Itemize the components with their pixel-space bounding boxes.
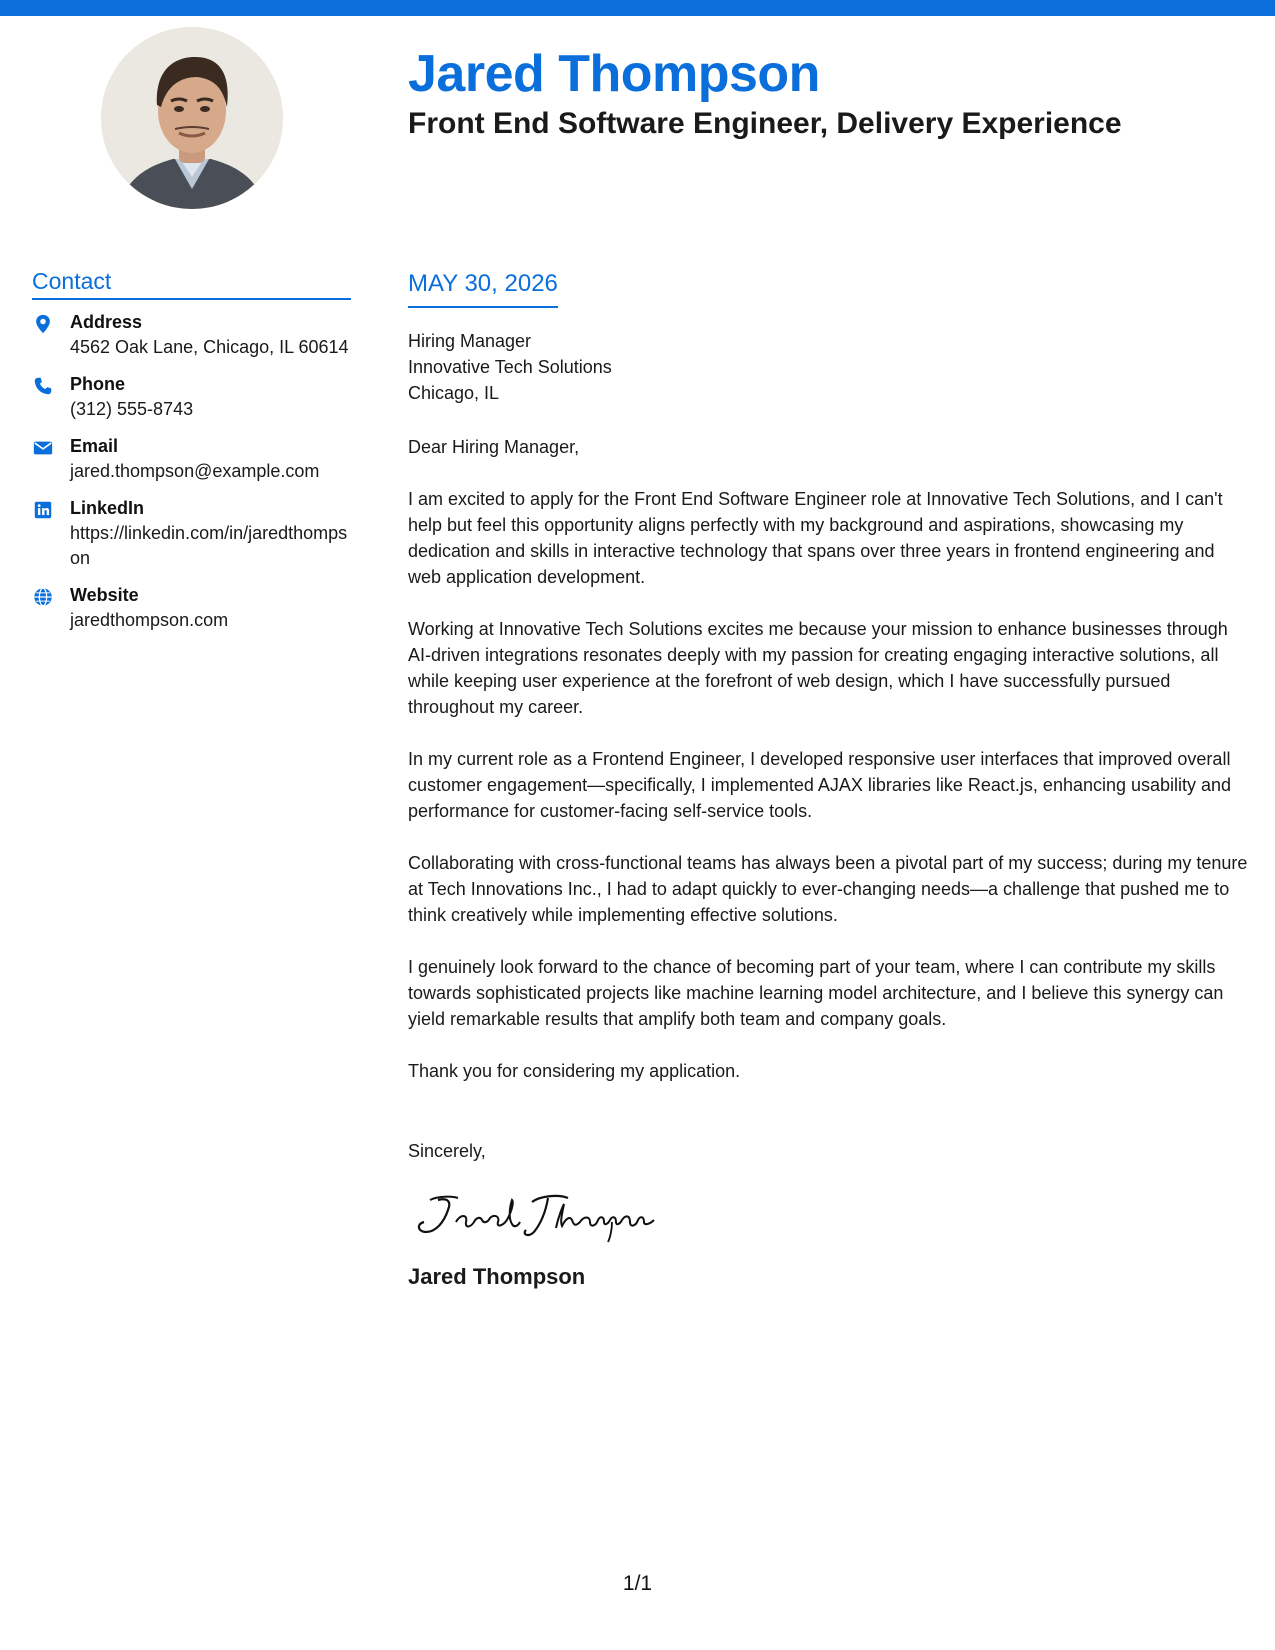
handwritten-signature [408, 1188, 668, 1244]
letter-paragraph: I am excited to apply for the Front End Software Engineer role at Innovative Tech Solutions, and I can't help but feel this opportunity aligns perfectly with my background and aspirations, showcasing my dedication and skills in interactive technology that spans over three years in frontend engineering and web application development. [408, 489, 1223, 587]
salutation: Dear Hiring Manager, [408, 437, 580, 457]
contact-value-email[interactable]: jared.thompson@example.com [70, 461, 320, 481]
contact-item-website [32, 583, 351, 633]
profile-photo [101, 27, 283, 209]
contact-section-title: Contact [32, 266, 351, 300]
contact-value-phone: (312) 555-8743 [70, 399, 194, 419]
letter-body [408, 268, 1250, 1292]
contact-label-email: Email [70, 436, 119, 456]
letter-paragraph: Thank you for considering my application. [408, 1061, 741, 1081]
letter-paragraph: Collaborating with cross-functional teams has always been a pivotal part of my success; during my tenure at Tech Innovations Inc., I had to adapt quickly to ever-changing needs—a challenge that pushed me to think creatively while implementing effective solutions. [408, 853, 1248, 925]
letter-paragraph: In my current role as a Frontend Engineer, I developed responsive user interfaces that improved overall customer engagement—specifically, I implemented AJAX libraries like React.js, enhancing usability and performance for customer-facing self-service tools. [408, 749, 1232, 821]
contact-label-phone: Phone [70, 374, 126, 394]
envelope-icon [32, 437, 54, 459]
contact-sidebar [32, 266, 351, 645]
page-number: 1/1 [622, 1572, 653, 1595]
contact-label-address: Address [70, 312, 143, 332]
letter-paragraph: I genuinely look forward to the chance of becoming part of your team, where I can contribute my skills towards sophisticated projects like machine learning model architecture, and I believe this synergy can yield remarkable results that amplify both team and company goals. [408, 957, 1224, 1029]
contact-value-address: 4562 Oak Lane, Chicago, IL 60614 [70, 337, 349, 357]
contact-value-linkedin[interactable]: https://linkedin.com/in/jaredthompson [70, 523, 348, 568]
globe-icon [32, 586, 54, 608]
contact-item-address [32, 310, 351, 360]
contact-label-linkedin: LinkedIn [70, 498, 145, 518]
recipient-name: Hiring Manager [408, 331, 532, 351]
recipient-location: Chicago, IL [408, 383, 500, 403]
recipient-company: Innovative Tech Solutions [408, 357, 612, 377]
signer-name: Jared Thompson [408, 1264, 586, 1289]
linkedin-icon [32, 499, 54, 521]
letter-paragraph: Working at Innovative Tech Solutions excites me because your mission to enhance businesses through AI-driven integrations resonates deeply with my passion for creating engaging interactive solutions, all while keeping user experience at the forefront of web design, which I have successfully pursued throughout my career. [408, 619, 1228, 717]
applicant-name: Jared Thompson [408, 45, 820, 103]
contact-label-website: Website [70, 585, 139, 605]
contact-item-phone [32, 372, 351, 422]
contact-value-website[interactable]: jaredthompson.com [70, 610, 229, 630]
contact-item-email [32, 434, 351, 484]
contact-item-linkedin [32, 496, 351, 571]
letter-date: MAY 30, 2026 [408, 268, 558, 308]
closing: Sincerely, [408, 1141, 486, 1161]
top-accent-bar [0, 0, 1275, 16]
job-title: Front End Software Engineer, Delivery Experience [408, 107, 1122, 140]
phone-icon [32, 375, 54, 397]
recipient-block [408, 328, 1250, 406]
map-pin-icon [32, 313, 54, 335]
